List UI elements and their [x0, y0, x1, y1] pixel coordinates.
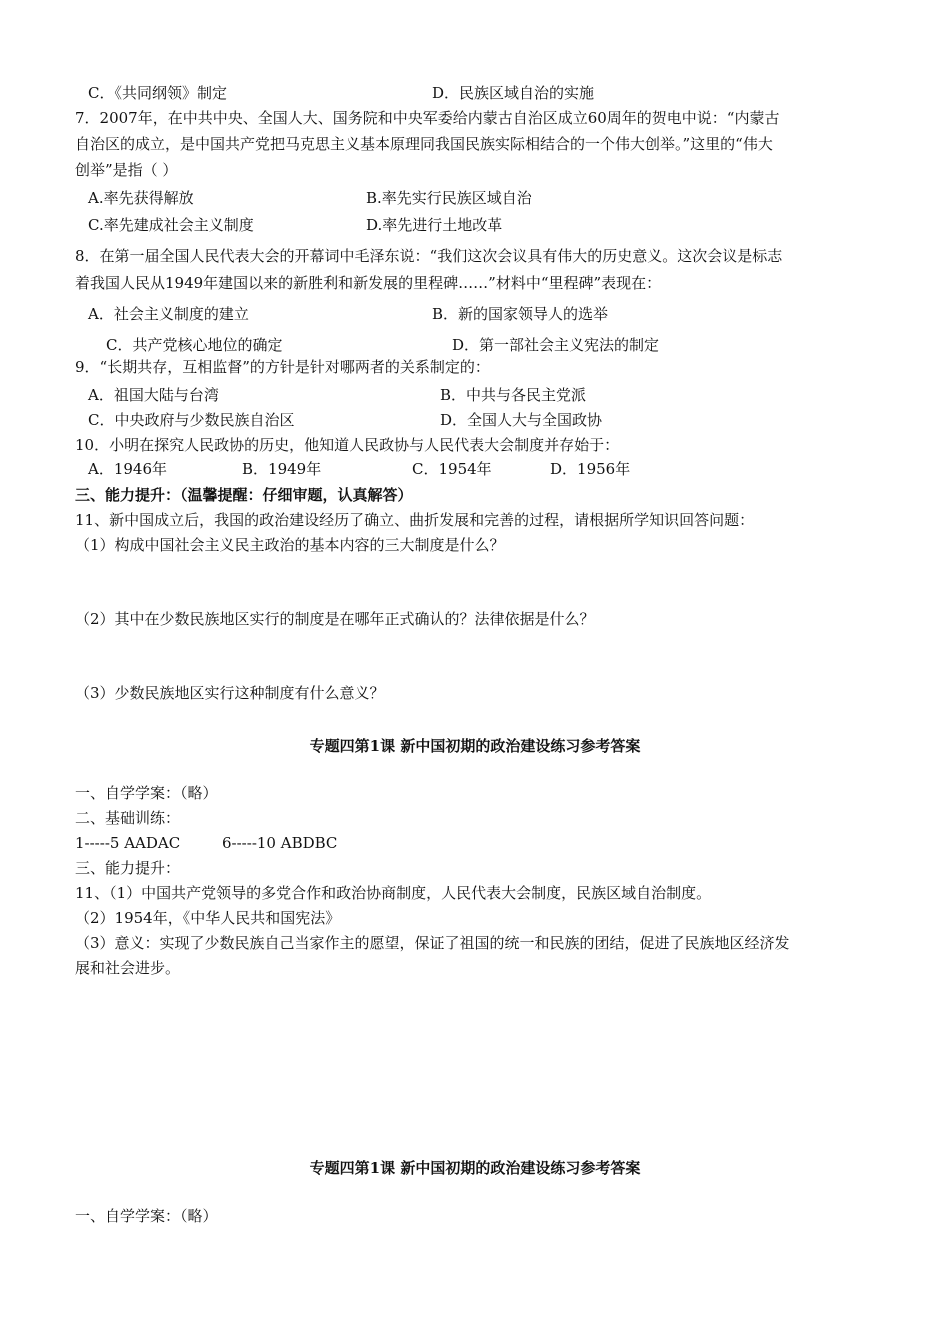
q9-stem: 9．“长期共存，互相监督”的方针是针对哪两者的关系制定的：: [75, 358, 490, 376]
q8-option-d: D．第一部社会主义宪法的制定: [452, 336, 660, 354]
q11-part3: （3）少数民族地区实行这种制度有什么意义？: [75, 684, 385, 702]
section3-heading: 三、能力提升：（温馨提醒：仔细审题，认真解答）: [75, 486, 413, 504]
answers-repeat-title: 专题四第1课 新中国初期的政治建设练习参考答案: [309, 1159, 641, 1177]
q7-option-a: A.率先获得解放: [88, 189, 194, 207]
answers-basic-1-5: 1-----5 AADAC: [75, 834, 181, 852]
answer-11-part3-line1: （3）意义：实现了少数民族自己当家作主的愿望，保证了祖国的统一和民族的团结，促进了民族地区经济发: [75, 934, 790, 952]
q9-option-b: B．中共与各民主党派: [440, 386, 587, 404]
q11-part1: （1）构成中国社会主义民主政治的基本内容的三大制度是什么？: [75, 536, 505, 554]
q8-option-b: B．新的国家领导人的选举: [432, 305, 609, 323]
q7-option-d: D.率先进行土地改革: [366, 216, 503, 234]
q11-stem: 11、新中国成立后，我国的政治建设经历了确立、曲折发展和完善的过程，请根据所学知识回答问题：: [75, 511, 755, 529]
answer-11-part3-line2: 展和社会进步。: [75, 959, 181, 977]
q7-option-c: C.率先建成社会主义制度: [88, 216, 254, 234]
answers-title: 专题四第1课 新中国初期的政治建设练习参考答案: [309, 737, 641, 755]
answers-repeat-section1: 一、自学学案：（略）: [75, 1207, 218, 1225]
answers-section3: 三、能力提升：: [75, 859, 181, 877]
answers-basic-6-10: 6-----10 ABDBC: [222, 834, 338, 852]
q8-stem-line1: 8．在第一届全国人民代表大会的开幕词中毛泽东说：“我们这次会议具有伟大的历史意义。这次会议是标志: [75, 247, 783, 265]
q11-part2: （2）其中在少数民族地区实行的制度是在哪年正式确认的？法律依据是什么？: [75, 610, 595, 628]
q8-option-a: A．社会主义制度的建立: [88, 305, 249, 323]
q9-option-d: D．全国人大与全国政协: [440, 411, 603, 429]
q7-stem-line3: 创举”是指（ ）: [75, 161, 178, 179]
q10-option-d: D．1956年: [550, 460, 631, 478]
q7-stem-line1: 7．2007年，在中共中央、全国人大、国务院和中央军委给内蒙古自治区成立60周年的贺电中说：“内蒙古: [75, 109, 780, 127]
q9-option-c: C．中央政府与少数民族自治区: [88, 411, 295, 429]
q7-stem-line2: 自治区的成立，是中国共产党把马克思主义基本原理同我国民族实际相结合的一个伟大创举。”这里的“伟大: [75, 135, 773, 153]
answers-section2: 二、基础训练：: [75, 809, 181, 827]
answer-11-part1: 11、（1）中国共产党领导的多党合作和政治协商制度，人民代表大会制度，民族区域自治制度。: [75, 884, 712, 902]
q8-stem-line2: 着我国人民从1949年建国以来的新胜利和新发展的里程碑……”材料中“里程碑”表现在：: [75, 274, 662, 292]
q8-option-c: C．共产党核心地位的确定: [106, 336, 283, 354]
q10-stem: 10．小明在探究人民政协的历史，他知道人民政协与人民代表大会制度并存始于：: [75, 436, 620, 454]
q6-option-c: C．《共同纲领》制定: [88, 84, 227, 102]
q9-option-a: A．祖国大陆与台湾: [88, 386, 219, 404]
q7-option-b: B.率先实行民族区域自治: [366, 189, 532, 207]
answers-section1: 一、自学学案：（略）: [75, 784, 218, 802]
q10-option-a: A．1946年: [88, 460, 168, 478]
q6-option-d: D．民族区域自治的实施: [432, 84, 595, 102]
q10-option-b: B．1949年: [242, 460, 322, 478]
q10-option-c: C．1954年: [412, 460, 492, 478]
answer-11-part2: （2）1954年，《中华人民共和国宪法》: [75, 909, 341, 927]
